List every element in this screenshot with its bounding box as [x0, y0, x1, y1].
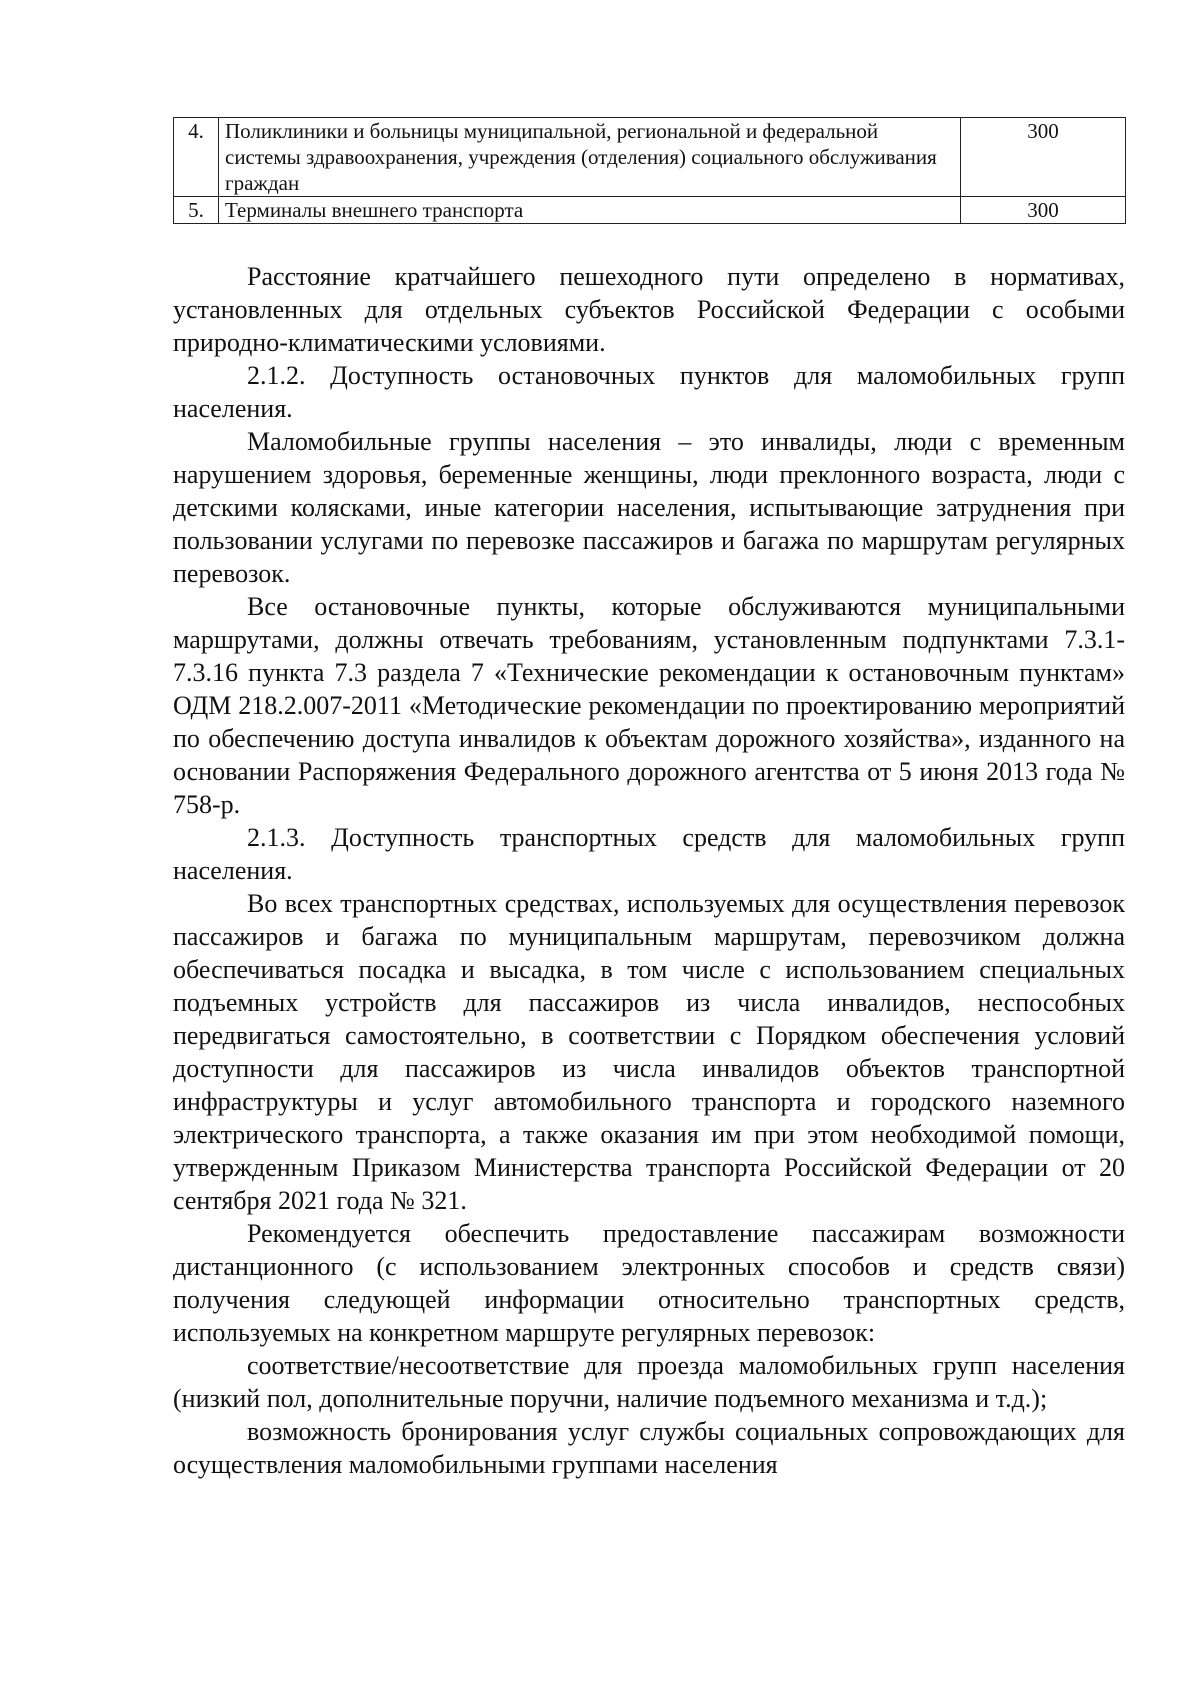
table-row	[174, 197, 1126, 224]
paragraph: Во всех транспортных средствах, используемых для осуществления перевозок пассажиров и багажа по муниципальным маршрутам, перевозчиком должна обеспечиваться посадка и высадка, в том числе с использованием специальных подъемных устройств для пассажиров из числа инвалидов, неспособных передвигаться самостоятельно, в соответствии с Порядком обеспечения условий доступности для пассажиров из числа инвалидов объектов транспортной инфраструктуры и услуг автомобильного транспорта и городского наземного электрического транспорта, а также оказания им при этом необходимой помощи, утвержденным Приказом Министерства транспорта Российской Федерации от 20 сентября 2021 года № 321.	[173, 889, 1125, 1215]
distance-norms-table	[173, 117, 1126, 224]
paragraph: Рекомендуется обеспечить предоставление пассажирам возможности дистанционного (с использованием электронных способов и средств связи) получения следующей информации относительно транспортных средств, используемых на конкретном маршруте регулярных перевозок:	[173, 1219, 1125, 1347]
row-number: 5.	[174, 197, 219, 224]
section-heading-2-1-2: 2.1.2. Доступность остановочных пунктов для маломобильных групп населения.	[173, 361, 1125, 423]
row-number: 4.	[174, 118, 219, 197]
paragraph: Все остановочные пункты, которые обслуживаются муниципальными маршрутами, должны отвечать требованиям, установленным подпунктами 7.3.1-7.3.16 пункта 7.3 раздела 7 «Технические рекомендации к остановочным пунктам» ОДМ 218.2.007-2011 «Методические рекомендации по проектированию мероприятий по обеспечению доступа инвалидов к объектам дорожного хозяйства», изданного на основании Распоряжения Федерального дорожного агентства от 5 июня 2013 года № 758-р.	[173, 592, 1125, 819]
list-item: возможность бронирования услуг службы социальных сопровождающих для осуществления маломобильными группами населения	[173, 1417, 1125, 1479]
section-heading-2-1-3: 2.1.3. Доступность транспортных средств для маломобильных групп населения.	[173, 823, 1125, 885]
row-value: 300	[961, 197, 1126, 224]
list-item: соответствие/несоответствие для проезда маломобильных групп населения (низкий пол, дополнительные поручни, наличие подъемного механизма и т.д.);	[173, 1351, 1125, 1413]
paragraph: Расстояние кратчайшего пешеходного пути определено в нормативах, установленных для отдельных субъектов Российской Федерации с особыми природно-климатическими условиями.	[173, 262, 1125, 357]
paragraph: Маломобильные группы населения – это инвалиды, люди с временным нарушением здоровья, беременные женщины, люди преклонного возраста, люди с детскими колясками, иные категории населения, испытывающие затруднения при пользовании услугами по перевозке пассажиров и багажа по маршрутам регулярных перевозок.	[173, 427, 1125, 588]
row-description: Поликлиники и больницы муниципальной, региональной и федеральной системы здравоохранения, учреждения (отделения) социального обслуживания граждан	[219, 118, 961, 197]
row-value: 300	[961, 118, 1126, 197]
row-description: Терминалы внешнего транспорта	[219, 197, 961, 224]
table-row	[174, 118, 1126, 197]
body-text	[173, 260, 1125, 1481]
